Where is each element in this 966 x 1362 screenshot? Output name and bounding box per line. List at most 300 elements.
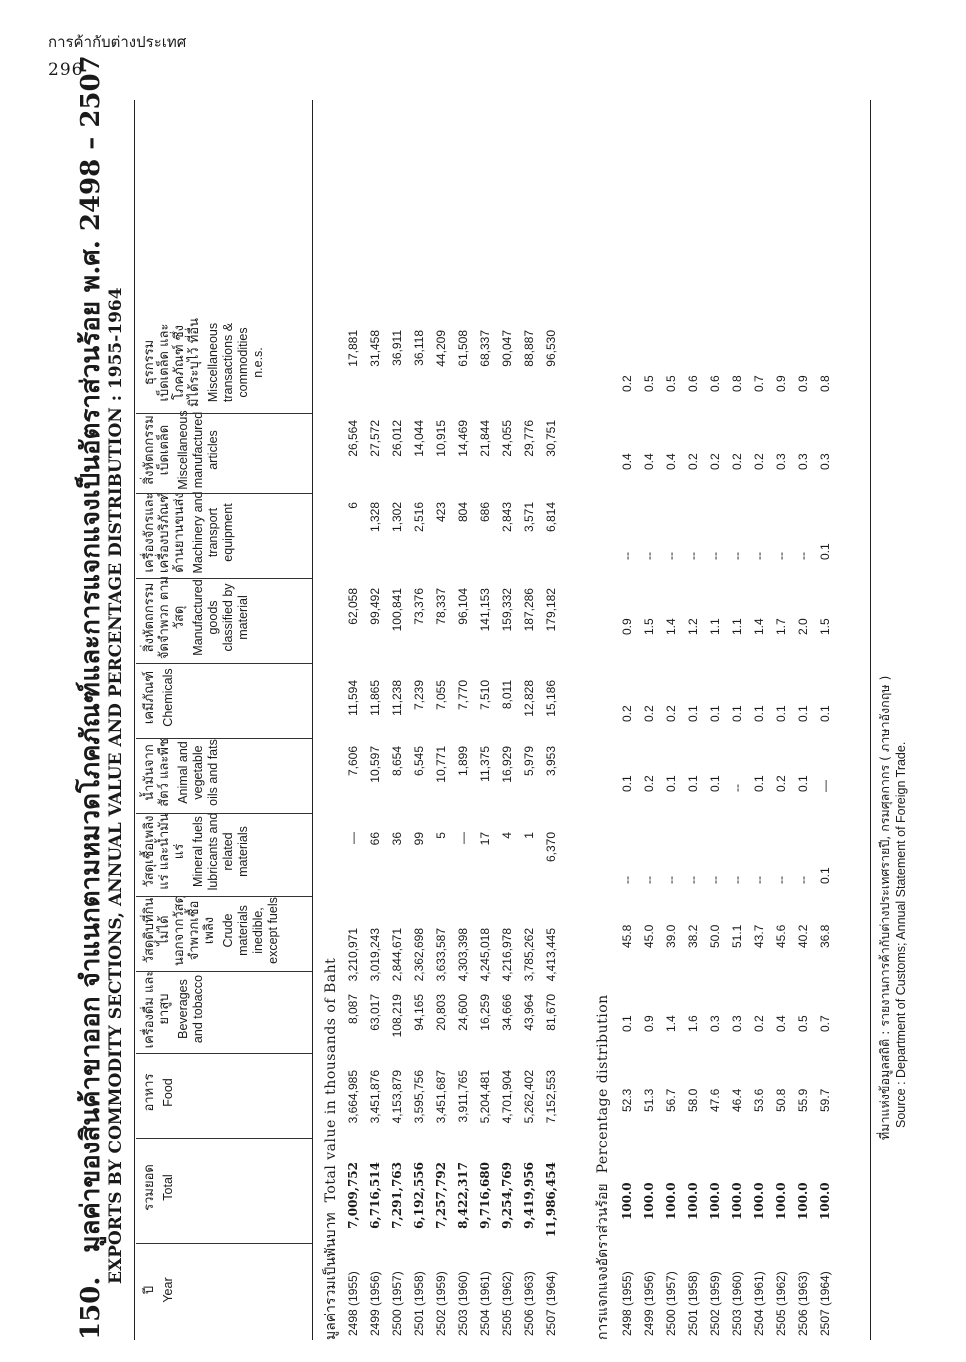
year-cell: 2503 (1960) xyxy=(730,1271,744,1336)
value-cell: 34,666 xyxy=(500,994,514,1031)
value-cell: 6,370 xyxy=(544,832,558,863)
value-cell: 17 xyxy=(478,832,492,846)
year-cell: 2503 (1960) xyxy=(456,1271,470,1336)
value-cell: 2,362,698 xyxy=(412,928,426,982)
column-header-thai: เคมีภัณฑ์ xyxy=(142,670,157,725)
value-cell: -- xyxy=(730,876,744,884)
value-cell: 3,451,687 xyxy=(434,1070,448,1124)
value-cell: 73,376 xyxy=(412,588,426,625)
value-cell: 0.1 xyxy=(686,775,700,792)
value-cell: 45.6 xyxy=(774,924,788,948)
table-number: 150. xyxy=(76,1276,106,1340)
value-cell: 1.4 xyxy=(664,618,678,635)
value-cell: 6,545 xyxy=(412,746,426,777)
page-number: 296 xyxy=(48,60,84,80)
value-cell: -- xyxy=(796,876,810,884)
value-cell: 27,572 xyxy=(368,420,382,457)
value-cell: 0.8 xyxy=(818,375,832,392)
value-cell: 96,530 xyxy=(544,330,558,367)
column-divider xyxy=(136,813,312,814)
column-header-thai: วัสดุเชื้อเพลิง แร่ และน้ำมันแร่ xyxy=(142,813,187,890)
source-english: Source : Department of Customs; Annual Statement of Foreign Trade. xyxy=(894,741,908,1128)
total-cell: 100.0 xyxy=(642,1182,656,1220)
column-header xyxy=(142,1050,176,1135)
value-cell: 61,508 xyxy=(456,330,470,367)
year-cell: 2507 (1964) xyxy=(544,1271,558,1336)
column-divider xyxy=(136,578,312,579)
value-cell: 36 xyxy=(390,832,404,846)
value-cell: 0.1 xyxy=(796,705,810,722)
value-cell: 141,153 xyxy=(478,588,492,632)
column-header xyxy=(142,810,251,893)
table-title-english: EXPORTS BY COMMODITY SECTIONS, ANNUAL VALUE AND PERCENTAGE DISTRIBUTION : 1955-1964 xyxy=(106,287,126,1284)
total-cell: 100.0 xyxy=(774,1182,788,1220)
value-cell: -- xyxy=(752,876,766,884)
year-cell: 2501 (1958) xyxy=(412,1271,426,1336)
value-cell: 31,458 xyxy=(368,330,382,367)
value-cell: 100,841 xyxy=(390,588,404,632)
value-cell: 99 xyxy=(412,832,426,846)
table-row xyxy=(344,100,365,1340)
value-cell: -- xyxy=(686,552,700,560)
value-cell: 2,843 xyxy=(500,502,514,533)
column-divider xyxy=(136,413,312,414)
column-header-thai: สิ่งหัตถกรรม จัดจำพวก ตามวัสดุ xyxy=(142,575,187,660)
value-cell: 0.7 xyxy=(752,375,766,392)
column-divider xyxy=(136,663,312,664)
value-cell: 0.1 xyxy=(620,775,634,792)
value-cell: 1 xyxy=(522,832,536,839)
value-cell: 6,814 xyxy=(544,502,558,533)
section-label-value xyxy=(320,958,342,1340)
value-cell: 108,219 xyxy=(390,994,404,1038)
section-label-percentage xyxy=(592,994,614,1340)
value-cell: 90,047 xyxy=(500,330,514,367)
value-cell: 4,216,978 xyxy=(500,928,514,982)
value-cell: 0.9 xyxy=(620,618,634,635)
value-cell: 88,887 xyxy=(522,330,536,367)
value-cell: 1.5 xyxy=(818,618,832,635)
table-row xyxy=(520,100,541,1340)
value-cell: 0.2 xyxy=(642,775,656,792)
value-cell: 2,844,671 xyxy=(390,928,404,982)
column-header xyxy=(142,1135,176,1240)
table-row xyxy=(410,100,431,1340)
column-header-english: Animal and vegetable oils and fats xyxy=(176,739,220,806)
value-cell: 0.2 xyxy=(664,705,678,722)
value-cell: 15,186 xyxy=(544,680,558,717)
value-cell: 0.3 xyxy=(730,1015,744,1032)
value-cell: 0.6 xyxy=(686,375,700,392)
value-cell: 0.5 xyxy=(796,1015,810,1032)
value-cell: 686 xyxy=(478,502,492,523)
value-cell: 179,182 xyxy=(544,588,558,632)
table-row xyxy=(728,100,749,1340)
value-cell: 39.0 xyxy=(664,924,678,948)
value-cell: 7,152,553 xyxy=(544,1070,558,1124)
value-cell: 423 xyxy=(434,502,448,523)
table-row xyxy=(684,100,705,1340)
title-thai-text: มูลค่าของสินค้าขาออก จำแนกตามหมวดโภคภัณฑ์และการแจกแจงเป็นอัตราส่วนร้อย พ.ศ. 2498 – 2507 xyxy=(76,55,106,1253)
column-header-thai: วัสดุดิบที่กินไม่ได้ นอกจากวัสดุจำพวกเชื้อเพลิง xyxy=(142,894,217,967)
total-cell: 100.0 xyxy=(730,1182,744,1220)
value-cell: 6 xyxy=(346,502,360,509)
value-cell: -- xyxy=(620,876,634,884)
value-cell: 43,964 xyxy=(522,994,536,1031)
value-cell: 99,492 xyxy=(368,588,382,625)
value-cell: -- xyxy=(752,552,766,560)
value-cell: 0.2 xyxy=(774,775,788,792)
value-cell: 45.0 xyxy=(642,924,656,948)
column-header-thai: อาหาร xyxy=(142,1073,157,1112)
value-cell: 59.7 xyxy=(818,1088,832,1112)
table-row xyxy=(498,100,519,1340)
column-header-thai: น้ำมันจากสัตว์ และพืช xyxy=(142,738,172,807)
value-cell: 0.9 xyxy=(774,375,788,392)
value-cell: 4,153,879 xyxy=(390,1070,404,1124)
year-cell: 2506 (1963) xyxy=(796,1271,810,1336)
value-cell: 1,302 xyxy=(390,502,404,533)
value-cell: 24,600 xyxy=(456,994,470,1031)
value-cell: 0.5 xyxy=(664,375,678,392)
value-cell: 5,204,481 xyxy=(478,1070,492,1124)
year-cell: 2504 (1961) xyxy=(478,1271,492,1336)
value-cell: -- xyxy=(708,876,722,884)
section-pct-english: Percentage distribution xyxy=(595,994,611,1174)
value-cell: 4,701,904 xyxy=(500,1070,514,1124)
value-cell: 26,564 xyxy=(346,420,360,457)
value-cell: 63,017 xyxy=(368,994,382,1031)
value-cell: 0.2 xyxy=(752,453,766,470)
value-cell: 51.3 xyxy=(642,1088,656,1112)
value-cell: 12,828 xyxy=(522,680,536,717)
value-cell: 0.9 xyxy=(642,1015,656,1032)
value-cell: 2,516 xyxy=(412,502,426,533)
total-cell: 100.0 xyxy=(796,1182,810,1220)
value-cell: 1.6 xyxy=(686,1015,700,1032)
value-cell: 0.3 xyxy=(708,1015,722,1032)
column-header xyxy=(142,735,221,810)
value-cell: 0.1 xyxy=(818,705,832,722)
value-cell: 0.5 xyxy=(642,375,656,392)
value-cell: 1,328 xyxy=(368,502,382,533)
column-header-thai: เครื่องจักรและ เครื่องบริภัณฑ์ ด้านยานขนส่ง xyxy=(142,492,187,573)
column-header-thai: ปี xyxy=(142,1285,157,1295)
table-row xyxy=(816,100,837,1340)
total-cell: 7,291,763 xyxy=(390,1162,404,1229)
value-cell: 17,881 xyxy=(346,330,360,367)
column-header xyxy=(142,315,266,410)
column-header-english: Miscellaneous manufactured articles xyxy=(176,410,220,490)
header-bottom-rule xyxy=(312,100,313,1340)
column-header xyxy=(142,575,251,660)
value-cell: 2.0 xyxy=(796,618,810,635)
column-header-english: Manufactured goods classified by material xyxy=(191,579,250,656)
value-cell: -- xyxy=(708,552,722,560)
value-cell: 1.1 xyxy=(708,618,722,635)
value-cell: 11,238 xyxy=(390,680,404,716)
table-row xyxy=(662,100,683,1340)
value-cell: 43.7 xyxy=(752,924,766,948)
value-cell: 3,785,262 xyxy=(522,928,536,982)
year-cell: 2499 (1956) xyxy=(368,1271,382,1336)
value-cell: — xyxy=(818,780,832,792)
value-cell: 4,303,398 xyxy=(456,928,470,982)
value-cell: 5 xyxy=(434,832,448,839)
value-cell: 159,332 xyxy=(500,588,514,632)
value-cell: 8,011 xyxy=(500,680,514,710)
value-cell: 68,337 xyxy=(478,330,492,367)
value-cell: 3,451,876 xyxy=(368,1070,382,1124)
table-row xyxy=(476,100,497,1340)
table-bottom-rule xyxy=(870,100,871,1340)
value-cell: 0.2 xyxy=(620,375,634,392)
value-cell: 187,286 xyxy=(522,588,536,632)
section-value-english: Total value in thousands of Baht xyxy=(323,957,339,1203)
value-cell: 52.3 xyxy=(620,1088,634,1112)
value-cell: 47.6 xyxy=(708,1088,722,1112)
value-cell: 0.6 xyxy=(708,375,722,392)
value-cell: -- xyxy=(774,552,788,560)
column-divider xyxy=(136,493,312,494)
column-header xyxy=(142,410,221,490)
value-cell: 3,210,971 xyxy=(346,928,360,982)
value-cell: 0.2 xyxy=(620,705,634,722)
value-cell: — xyxy=(456,832,470,844)
value-cell: -- xyxy=(642,876,656,884)
value-cell: 0.1 xyxy=(686,705,700,722)
year-cell: 2500 (1957) xyxy=(664,1271,678,1336)
year-cell: 2501 (1958) xyxy=(686,1271,700,1336)
rotated-table-page xyxy=(70,55,908,1340)
total-cell: 100.0 xyxy=(664,1182,678,1220)
value-cell: -- xyxy=(664,876,678,884)
column-divider xyxy=(136,1138,312,1139)
value-cell: 0.1 xyxy=(620,1015,634,1032)
value-cell: 7,239 xyxy=(412,680,426,711)
value-cell: 14,469 xyxy=(456,420,470,457)
total-cell: 100.0 xyxy=(818,1182,832,1220)
value-cell: 7,770 xyxy=(456,680,470,711)
value-cell: 29,776 xyxy=(522,420,536,457)
value-cell: 7,606 xyxy=(346,746,360,777)
value-cell: 50.8 xyxy=(774,1088,788,1112)
running-head: การค้ากับต่างประเทศ xyxy=(48,33,187,51)
value-cell: 24,055 xyxy=(500,420,514,457)
total-cell: 9,419,956 xyxy=(522,1162,536,1229)
value-cell: 4,413,445 xyxy=(544,928,558,982)
total-cell: 100.0 xyxy=(708,1182,722,1220)
value-cell: 66 xyxy=(368,832,382,846)
column-header-thai: เครื่องดื่ม และยาสูบ xyxy=(142,969,172,1049)
value-cell: 1.5 xyxy=(642,618,656,635)
value-cell: -- xyxy=(730,784,744,792)
table-row xyxy=(454,100,475,1340)
value-cell: 0.2 xyxy=(752,1015,766,1032)
value-cell: 3,019,243 xyxy=(368,928,382,982)
value-cell: -- xyxy=(774,876,788,884)
source-thai: ที่มาแห่งข้อมูลสถิติ : รายงานการค้ากับต่างประเทศรายปี, กรมศุลกากร ( ภาษาอังกฤษ ) xyxy=(877,675,892,1140)
value-cell: 30,751 xyxy=(544,420,558,457)
value-cell: 1.1 xyxy=(730,618,744,635)
total-cell: 100.0 xyxy=(620,1182,634,1220)
value-cell: -- xyxy=(730,552,744,560)
year-cell: 2506 (1963) xyxy=(522,1271,536,1336)
column-header-english: Miscellaneous transactions & commodities n.e.s. xyxy=(206,322,265,403)
value-cell: 45.8 xyxy=(620,924,634,948)
total-cell: 100.0 xyxy=(752,1182,766,1220)
value-cell: 5,979 xyxy=(522,746,536,777)
value-cell: 0.4 xyxy=(774,1015,788,1032)
column-header xyxy=(142,893,281,968)
value-cell: 51.1 xyxy=(730,924,744,948)
value-cell: 0.4 xyxy=(642,453,656,470)
value-cell: 78,337 xyxy=(434,588,448,625)
year-cell: 2499 (1956) xyxy=(642,1271,656,1336)
column-header-english: Crude materials inedible, except fuels xyxy=(221,897,280,964)
column-header-english: Food xyxy=(161,1078,175,1107)
value-cell: 0.8 xyxy=(730,375,744,392)
table-row xyxy=(432,100,453,1340)
table-row xyxy=(366,100,387,1340)
column-header xyxy=(142,968,206,1050)
table-row xyxy=(618,100,639,1340)
total-cell: 6,192,556 xyxy=(412,1162,426,1229)
value-cell: 0.3 xyxy=(796,453,810,470)
value-cell: 0.3 xyxy=(774,453,788,470)
value-cell: 804 xyxy=(456,502,470,523)
value-cell: 1,899 xyxy=(456,746,470,777)
year-cell: 2507 (1964) xyxy=(818,1271,832,1336)
value-cell: 10,597 xyxy=(368,746,382,783)
value-cell: 0.1 xyxy=(818,543,832,560)
value-cell: 44,209 xyxy=(434,330,448,367)
value-cell: -- xyxy=(620,552,634,560)
value-cell: 0.1 xyxy=(818,867,832,884)
column-header-thai: ธุรกรรมเบ็ดเตล็ด และโภคภัณฑ์ ซึ่งมิได้ระบุไว้ ที่อื่น xyxy=(142,318,202,408)
section-pct-thai: การแจกแจงอัตราส่วนร้อย xyxy=(595,1183,611,1340)
value-cell: 20,803 xyxy=(434,994,448,1031)
value-cell: -- xyxy=(686,876,700,884)
column-header-thai: รวมยอด xyxy=(142,1164,157,1211)
year-cell: 2505 (1962) xyxy=(774,1271,788,1336)
value-cell: 0.4 xyxy=(620,453,634,470)
year-cell: 2505 (1962) xyxy=(500,1271,514,1336)
value-cell: 62,058 xyxy=(346,588,360,625)
table-row xyxy=(640,100,661,1340)
year-cell: 2504 (1961) xyxy=(752,1271,766,1336)
table-row xyxy=(772,100,793,1340)
value-cell: 0.1 xyxy=(774,705,788,722)
value-cell: 40.2 xyxy=(796,924,810,948)
year-cell: 2502 (1959) xyxy=(434,1271,448,1336)
value-cell: 0.2 xyxy=(642,705,656,722)
value-cell: 0.2 xyxy=(730,453,744,470)
year-cell: 2498 (1955) xyxy=(620,1271,634,1336)
value-cell: 8,087 xyxy=(346,994,360,1025)
column-header xyxy=(142,660,176,735)
value-cell: 1.4 xyxy=(664,1015,678,1032)
value-cell: 11,375 xyxy=(478,746,492,782)
value-cell: 5,262,402 xyxy=(522,1070,536,1124)
value-cell: 0.1 xyxy=(664,775,678,792)
value-cell: 16,259 xyxy=(478,994,492,1031)
value-cell: 0.1 xyxy=(796,775,810,792)
source-note xyxy=(876,676,910,1140)
value-cell: 1.2 xyxy=(686,618,700,635)
value-cell: 0.1 xyxy=(752,705,766,722)
year-cell: 2498 (1955) xyxy=(346,1271,360,1336)
value-cell: 10,771 xyxy=(434,746,448,783)
value-cell: 4,245,018 xyxy=(478,928,492,982)
value-cell: 94,165 xyxy=(412,994,426,1031)
total-cell: 7,009,752 xyxy=(346,1162,360,1229)
total-cell: 100.0 xyxy=(686,1182,700,1220)
column-divider xyxy=(136,738,312,739)
table-row xyxy=(750,100,771,1340)
total-cell: 7,257,792 xyxy=(434,1162,448,1229)
value-cell: 3,571 xyxy=(522,502,536,533)
table-row xyxy=(542,100,563,1340)
value-cell: 96,104 xyxy=(456,588,470,625)
year-cell: 2500 (1957) xyxy=(390,1271,404,1336)
column-header-english: Beverages and tobacco xyxy=(176,974,205,1044)
value-cell: 36,911 xyxy=(390,330,404,366)
value-cell: 55.9 xyxy=(796,1088,810,1112)
value-cell: 21,844 xyxy=(478,420,492,457)
column-header-english: Year xyxy=(161,1277,175,1303)
value-cell: 81,670 xyxy=(544,994,558,1031)
value-cell: 0.1 xyxy=(708,705,722,722)
table-row xyxy=(706,100,727,1340)
value-cell: 16,929 xyxy=(500,746,514,783)
value-cell: 3,911,765 xyxy=(456,1070,470,1123)
value-cell: 8,654 xyxy=(390,746,404,777)
total-cell: 8,422,317 xyxy=(456,1162,470,1229)
column-header-english: Machinery and transport equipment xyxy=(191,491,235,574)
value-cell: 58.0 xyxy=(686,1088,700,1112)
total-cell: 11,986,454 xyxy=(544,1162,558,1238)
value-cell: 56.7 xyxy=(664,1088,678,1112)
total-cell: 9,716,680 xyxy=(478,1162,492,1229)
column-header xyxy=(142,490,236,575)
value-cell: 11,865 xyxy=(368,680,382,716)
value-cell: 50.0 xyxy=(708,924,722,948)
value-cell: 36.8 xyxy=(818,924,832,948)
value-cell: 0.9 xyxy=(796,375,810,392)
column-divider xyxy=(136,896,312,897)
value-cell: 0.3 xyxy=(818,453,832,470)
value-cell: 3,633,587 xyxy=(434,928,448,982)
table-row xyxy=(794,100,815,1340)
value-cell: 1.4 xyxy=(752,618,766,635)
value-cell: 38.2 xyxy=(686,924,700,948)
section-value-thai: มูลค่ารวมเป็นพันบาท xyxy=(323,1212,339,1340)
total-cell: 6,716,514 xyxy=(368,1162,382,1229)
column-header-english: Chemicals xyxy=(161,668,175,727)
value-cell: -- xyxy=(796,552,810,560)
value-cell: 4 xyxy=(500,832,514,839)
value-cell: 1.7 xyxy=(774,618,788,635)
column-header-thai: สิ่งหัตถกรรม เบ็ดเตล็ด xyxy=(142,415,172,485)
column-header xyxy=(142,1240,176,1340)
value-cell: 0.4 xyxy=(664,453,678,470)
value-cell: 11,594 xyxy=(346,680,360,716)
column-divider xyxy=(136,971,312,972)
value-cell: 36,118 xyxy=(412,330,426,366)
value-cell: 3,953 xyxy=(544,746,558,777)
value-cell: 0.2 xyxy=(708,453,722,470)
